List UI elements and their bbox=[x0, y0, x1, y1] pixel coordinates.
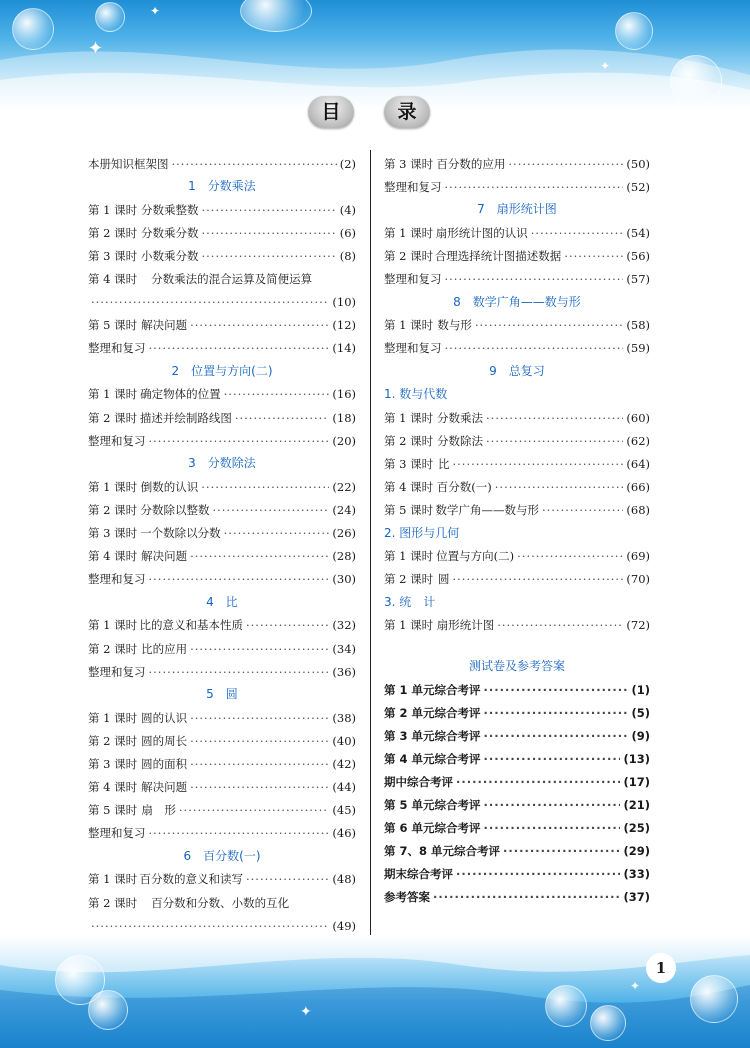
dot-leader bbox=[201, 249, 336, 263]
toc-entry-label: 参考答案 bbox=[384, 890, 430, 905]
toc-entry-label: 第 1 课时 bbox=[384, 410, 434, 425]
toc-entry-label: 第 3 课时 bbox=[88, 526, 138, 541]
toc-entry-label: 第 5 课时 bbox=[88, 318, 138, 333]
toc-entry[interactable] bbox=[384, 747, 650, 770]
toc-entry[interactable] bbox=[384, 840, 650, 863]
toc-entry[interactable] bbox=[88, 614, 356, 637]
toc-entry[interactable] bbox=[88, 868, 356, 891]
toc-entry-label: 第 2 课时 bbox=[384, 572, 434, 587]
toc-page-number: (26) bbox=[332, 526, 356, 541]
dot-leader bbox=[445, 272, 624, 286]
dot-leader bbox=[91, 919, 329, 933]
toc-entry[interactable] bbox=[88, 706, 356, 729]
page-number: 1 bbox=[646, 953, 676, 983]
dot-leader bbox=[445, 180, 624, 194]
toc-entry-label: 第 2 课时 bbox=[88, 502, 138, 517]
dot-leader bbox=[201, 226, 336, 240]
toc-entry-topic: 分数除以整数 bbox=[140, 502, 210, 517]
sparkle-icon: ✦ bbox=[600, 59, 611, 73]
dot-leader bbox=[484, 798, 621, 812]
toc-entry-label: 整理和复习 bbox=[88, 572, 146, 587]
bubble-decoration bbox=[615, 12, 653, 50]
toc-entry-label: 第 1 课时 bbox=[384, 318, 434, 333]
toc-entry[interactable] bbox=[88, 822, 356, 845]
section-heading: 3 分数除法 bbox=[188, 456, 256, 471]
toc-entry[interactable] bbox=[384, 452, 650, 475]
dot-leader bbox=[456, 867, 620, 881]
toc-entry-label: 第 7、8 单元综合考评 bbox=[384, 844, 501, 859]
toc-entry[interactable] bbox=[384, 794, 650, 817]
dot-leader bbox=[190, 711, 329, 725]
dot-leader bbox=[201, 203, 336, 217]
toc-entry-topic: 分数乘法 bbox=[437, 410, 484, 425]
toc-page-number: (59) bbox=[626, 341, 650, 356]
toc-entry[interactable] bbox=[384, 314, 650, 337]
dot-leader bbox=[452, 457, 623, 471]
toc-entry-label: 第 1 课时 bbox=[88, 872, 138, 887]
toc-entry-label: 第 3 课时 bbox=[88, 756, 138, 771]
toc-entry[interactable] bbox=[88, 914, 356, 937]
toc-entry-label: 第 1 课时 bbox=[88, 618, 138, 633]
toc-entry[interactable] bbox=[88, 522, 356, 545]
toc-entry-topic: 扇形统计图的认识 bbox=[435, 225, 528, 240]
dot-leader bbox=[149, 434, 330, 448]
toc-entry-label: 第 5 课时 bbox=[88, 803, 138, 818]
toc-entry-label: 第 2 课时 bbox=[384, 248, 434, 263]
dot-leader bbox=[246, 872, 329, 886]
toc-page-number: (8) bbox=[339, 248, 356, 263]
sparkle-icon: ✦ bbox=[88, 38, 104, 59]
toc-page-number: (72) bbox=[626, 618, 650, 633]
toc-entry-topic: 解决问题 bbox=[141, 318, 188, 333]
subsection-heading: 3. 统 计 bbox=[384, 594, 436, 609]
dot-leader bbox=[475, 318, 624, 332]
toc-entry-topic: 扇 形 bbox=[141, 803, 176, 818]
toc-entry[interactable] bbox=[88, 660, 356, 683]
toc-entry[interactable] bbox=[88, 221, 356, 244]
toc-entry[interactable] bbox=[384, 886, 650, 909]
toc-entry-topic: 百分数的应用 bbox=[436, 156, 506, 171]
toc-page-number: (33) bbox=[623, 867, 650, 882]
toc-entry-topic: 一个数除以分数 bbox=[140, 526, 221, 541]
dot-leader bbox=[486, 411, 623, 425]
toc-entry-label: 第 3 单元综合考评 bbox=[384, 728, 481, 743]
dot-leader bbox=[149, 341, 330, 355]
toc-entry-topic: 分数除法 bbox=[437, 433, 484, 448]
toc-page-number: (17) bbox=[623, 774, 650, 789]
dot-leader bbox=[172, 157, 337, 171]
toc-page-number: (6) bbox=[339, 225, 356, 240]
dot-leader bbox=[149, 826, 330, 840]
toc-entry-label: 整理和复习 bbox=[88, 826, 146, 841]
toc-entry-label: 第 2 课时 bbox=[88, 410, 138, 425]
dot-leader bbox=[190, 549, 329, 563]
toc-page-number: (20) bbox=[332, 433, 356, 448]
header-banner bbox=[0, 0, 750, 110]
toc-entry[interactable] bbox=[384, 244, 650, 267]
toc-entry-label: 第 2 课时 bbox=[88, 641, 138, 656]
toc-entry[interactable] bbox=[88, 545, 356, 568]
dot-leader bbox=[484, 706, 629, 720]
toc-entry-topic: 分数乘整数 bbox=[140, 202, 199, 217]
dot-leader bbox=[484, 729, 629, 743]
toc-page-number: (30) bbox=[332, 572, 356, 587]
toc-entry-label: 第 6 单元综合考评 bbox=[384, 821, 481, 836]
toc-entry-label: 第 4 课时 bbox=[88, 549, 138, 564]
dot-leader bbox=[503, 844, 620, 858]
toc-entry-label: 整理和复习 bbox=[88, 433, 146, 448]
toc-entry[interactable] bbox=[384, 175, 650, 198]
toc-entry-topic: 数学广角——数与形 bbox=[435, 502, 539, 517]
toc-entry-topic: 百分数的意义和读写 bbox=[139, 872, 243, 887]
toc-page-number: (44) bbox=[332, 780, 356, 795]
toc-entry[interactable] bbox=[88, 568, 356, 591]
toc-entry[interactable] bbox=[88, 244, 356, 267]
toc-page-number: (34) bbox=[332, 641, 356, 656]
toc-entry[interactable] bbox=[384, 429, 650, 452]
toc-page-number: (58) bbox=[626, 318, 650, 333]
subsection-heading: 1. 数与代数 bbox=[384, 386, 448, 401]
toc-entry[interactable] bbox=[88, 406, 356, 429]
toc-page-number: (29) bbox=[623, 844, 650, 859]
section-heading: 测试卷及参考答案 bbox=[468, 658, 565, 673]
toc-entry[interactable] bbox=[88, 291, 356, 314]
dot-leader bbox=[486, 434, 623, 448]
toc-entry-topic: 位置与方向(二) bbox=[436, 549, 515, 564]
toc-entry[interactable] bbox=[384, 724, 650, 747]
sparkle-icon: ✦ bbox=[300, 1004, 312, 1020]
sparkle-icon: ✦ bbox=[630, 979, 641, 993]
toc-entry-label: 第 4 课时 bbox=[88, 780, 138, 795]
dot-leader bbox=[201, 480, 329, 494]
toc-entry[interactable] bbox=[384, 498, 650, 521]
toc-page-number: (24) bbox=[332, 502, 356, 517]
bubble-decoration bbox=[545, 985, 587, 1027]
toc-entry-label: 第 3 课时 bbox=[384, 456, 434, 471]
toc-entry-topic: 解决问题 bbox=[141, 780, 188, 795]
toc-page-number: (22) bbox=[332, 479, 356, 494]
toc-entry-topic: 圆的周长 bbox=[141, 733, 188, 748]
title-char-1: 目 bbox=[308, 96, 354, 128]
toc-entry-label: 第 3 课时 bbox=[88, 248, 138, 263]
toc-page-number: (64) bbox=[626, 456, 650, 471]
toc-entry-label: 第 1 课时 bbox=[88, 202, 138, 217]
toc-entry[interactable] bbox=[384, 337, 650, 360]
toc-entry-label: 第 5 单元综合考评 bbox=[384, 798, 481, 813]
dot-leader bbox=[246, 618, 329, 632]
toc-entry-topic: 圆 bbox=[437, 572, 450, 587]
toc-entry-label: 第 1 课时 bbox=[88, 479, 138, 494]
toc-entry-label: 第 4 课时 bbox=[384, 479, 434, 494]
dot-leader bbox=[149, 572, 330, 586]
toc-page-number: (37) bbox=[623, 890, 650, 905]
dot-leader bbox=[190, 757, 329, 771]
toc-entry-topic: 圆的认识 bbox=[141, 710, 188, 725]
section-heading: 8 数学广角——数与形 bbox=[453, 294, 581, 309]
dot-leader bbox=[149, 665, 330, 679]
toc-entry-label: 第 1 课时 bbox=[384, 225, 434, 240]
dot-leader bbox=[190, 318, 329, 332]
toc-page-number: (16) bbox=[332, 387, 356, 402]
toc-entry-label: 第 1 单元综合考评 bbox=[384, 682, 481, 697]
toc-entry-topic: 合理选择统计图描述数据 bbox=[434, 248, 562, 263]
toc-page-number: (50) bbox=[626, 156, 650, 171]
toc-page-number: (42) bbox=[332, 756, 356, 771]
toc-page-number: (46) bbox=[332, 826, 356, 841]
dot-leader bbox=[531, 226, 624, 240]
toc-entry-topic: 圆的面积 bbox=[141, 756, 188, 771]
section-heading: 5 圆 bbox=[206, 687, 238, 702]
toc-page-number: (40) bbox=[332, 733, 356, 748]
section-heading: 7 扇形统计图 bbox=[477, 202, 557, 217]
bubble-decoration bbox=[95, 2, 125, 32]
toc-entry-topic: 确定物体的位置 bbox=[140, 387, 221, 402]
section-heading: 4 比 bbox=[206, 594, 238, 609]
sparkle-icon: ✦ bbox=[150, 4, 161, 18]
toc-entry[interactable] bbox=[88, 429, 356, 452]
dot-leader bbox=[190, 734, 329, 748]
toc-entry[interactable] bbox=[384, 770, 650, 793]
toc-entry[interactable] bbox=[88, 383, 356, 406]
toc-page-number: (12) bbox=[332, 318, 356, 333]
toc-entry-topic: 扇形统计图 bbox=[436, 618, 495, 633]
toc-page-number: (14) bbox=[332, 341, 356, 356]
toc-entry-label: 第 5 课时 bbox=[384, 502, 434, 517]
toc-entry-topic: 分数乘法的混合运算及简便运算 bbox=[151, 272, 313, 287]
toc-entry[interactable] bbox=[88, 729, 356, 752]
toc-entry[interactable] bbox=[384, 678, 650, 701]
bubble-decoration bbox=[590, 1005, 626, 1041]
toc-page-number: (36) bbox=[332, 664, 356, 679]
toc-page-number: (60) bbox=[626, 410, 650, 425]
toc-entry[interactable] bbox=[88, 498, 356, 521]
toc-page-number: (5) bbox=[631, 705, 650, 720]
toc-right-column bbox=[384, 152, 650, 909]
section-heading: 9 总复习 bbox=[489, 363, 545, 378]
toc-entry[interactable] bbox=[88, 337, 356, 360]
toc-entry[interactable] bbox=[88, 776, 356, 799]
toc-entry[interactable] bbox=[384, 545, 650, 568]
dot-leader bbox=[456, 775, 620, 789]
toc-page-number: (9) bbox=[631, 728, 650, 743]
toc-entry-label: 整理和复习 bbox=[384, 179, 442, 194]
toc-entry[interactable] bbox=[384, 701, 650, 724]
toc-page-number: (69) bbox=[626, 549, 650, 564]
toc-entry-label: 第 2 课时 bbox=[88, 225, 138, 240]
toc-entry-label: 第 4 课时 bbox=[88, 272, 138, 287]
toc-entry[interactable] bbox=[384, 817, 650, 840]
toc-page-number: (4) bbox=[339, 202, 356, 217]
dot-leader bbox=[190, 780, 329, 794]
dot-leader bbox=[190, 642, 329, 656]
toc-entry[interactable] bbox=[88, 799, 356, 822]
toc-page-number: (21) bbox=[623, 798, 650, 813]
dot-leader bbox=[484, 821, 621, 835]
dot-leader bbox=[212, 503, 329, 517]
toc-page-number: (10) bbox=[332, 295, 356, 310]
toc-entry-label: 整理和复习 bbox=[384, 272, 442, 287]
column-divider bbox=[370, 150, 371, 938]
toc-entry-label: 第 1 课时 bbox=[88, 387, 138, 402]
toc-entry-topic: 描述并绘制路线图 bbox=[139, 410, 232, 425]
toc-page-number: (13) bbox=[623, 751, 650, 766]
toc-entry[interactable] bbox=[88, 637, 356, 660]
dot-leader bbox=[433, 890, 620, 904]
dot-leader bbox=[484, 752, 621, 766]
dot-leader bbox=[484, 683, 629, 697]
toc-entry-label: 第 2 单元综合考评 bbox=[384, 705, 481, 720]
toc-page-number: (68) bbox=[626, 502, 650, 517]
page-title bbox=[0, 96, 750, 132]
toc-page-number: (2) bbox=[339, 156, 356, 171]
toc-page-number: (32) bbox=[332, 618, 356, 633]
toc-entry-label: 第 1 课时 bbox=[384, 618, 434, 633]
dot-leader bbox=[517, 549, 623, 563]
bubble-decoration bbox=[88, 990, 128, 1030]
toc-page-number: (18) bbox=[332, 410, 356, 425]
dot-leader bbox=[235, 411, 330, 425]
toc-page-number: (52) bbox=[626, 179, 650, 194]
toc-entry[interactable] bbox=[384, 152, 650, 175]
toc-entry-topic: 倒数的认识 bbox=[140, 479, 199, 494]
toc-entry[interactable] bbox=[88, 152, 356, 175]
toc-entry-label: 第 3 课时 bbox=[384, 156, 434, 171]
toc-page-number: (38) bbox=[332, 710, 356, 725]
toc-page-number: (28) bbox=[332, 549, 356, 564]
toc-entry-label: 第 2 课时 bbox=[88, 895, 138, 910]
toc-entry[interactable] bbox=[384, 475, 650, 498]
dot-leader bbox=[452, 572, 623, 586]
section-heading: 6 百分数(一) bbox=[183, 848, 261, 863]
toc-page-number: (25) bbox=[623, 821, 650, 836]
bubble-decoration bbox=[690, 975, 738, 1023]
toc-entry[interactable] bbox=[384, 267, 650, 290]
toc-entry-topic: 百分数和分数、小数的互化 bbox=[151, 895, 290, 910]
subsection-heading: 2. 图形与几何 bbox=[384, 525, 460, 540]
dot-leader bbox=[497, 618, 623, 632]
toc-page-number: (57) bbox=[626, 272, 650, 287]
bubble-decoration bbox=[12, 8, 54, 50]
dot-leader bbox=[224, 387, 330, 401]
toc-entry[interactable] bbox=[384, 568, 650, 591]
toc-left-column bbox=[88, 152, 356, 937]
toc-entry[interactable] bbox=[88, 891, 356, 914]
section-heading: 1 分数乘法 bbox=[188, 179, 256, 194]
toc-entry-topic: 比 bbox=[437, 456, 450, 471]
toc-entry-topic: 小数乘分数 bbox=[140, 248, 199, 263]
section-heading: 2 位置与方向(二) bbox=[171, 363, 273, 378]
toc-entry-label: 整理和复习 bbox=[88, 664, 146, 679]
toc-page-number: (45) bbox=[332, 803, 356, 818]
dot-leader bbox=[508, 157, 623, 171]
toc-entry[interactable] bbox=[384, 614, 650, 637]
toc-entry-label: 整理和复习 bbox=[88, 341, 146, 356]
toc-entry[interactable] bbox=[88, 752, 356, 775]
section-spacer bbox=[384, 637, 650, 655]
dot-leader bbox=[495, 480, 624, 494]
toc-entry-topic: 分数乘分数 bbox=[140, 225, 199, 240]
toc-page-number: (56) bbox=[626, 248, 650, 263]
toc-entry-topic: 百分数(一) bbox=[436, 479, 492, 494]
toc-entry[interactable] bbox=[384, 863, 650, 886]
toc-entry[interactable] bbox=[88, 198, 356, 221]
toc-entry-topic: 比的应用 bbox=[141, 641, 188, 656]
toc-entry-label: 期中综合考评 bbox=[384, 774, 453, 789]
dot-leader bbox=[224, 526, 330, 540]
toc-entry-label: 整理和复习 bbox=[384, 341, 442, 356]
toc-entry-topic: 解决问题 bbox=[141, 549, 188, 564]
toc-entry[interactable] bbox=[88, 475, 356, 498]
dot-leader bbox=[542, 503, 623, 517]
toc-page-number: (1) bbox=[631, 682, 650, 697]
toc-entry-label: 第 2 课时 bbox=[384, 433, 434, 448]
dot-leader bbox=[91, 295, 329, 309]
toc-page-number: (66) bbox=[626, 479, 650, 494]
toc-entry[interactable] bbox=[88, 267, 356, 290]
toc-entry[interactable] bbox=[88, 314, 356, 337]
dot-leader bbox=[445, 341, 624, 355]
toc-entry-label: 第 1 课时 bbox=[384, 549, 434, 564]
toc-entry-topic: 数与形 bbox=[437, 318, 472, 333]
toc-entry[interactable] bbox=[384, 221, 650, 244]
toc-entry-label: 本册知识框架图 bbox=[88, 156, 169, 171]
dot-leader bbox=[564, 249, 623, 263]
toc-page-number: (49) bbox=[332, 918, 356, 933]
toc-entry-topic: 比的意义和基本性质 bbox=[139, 618, 243, 633]
toc-entry-label: 期末综合考评 bbox=[384, 867, 453, 882]
toc-entry[interactable] bbox=[384, 406, 650, 429]
toc-page-number: (48) bbox=[332, 872, 356, 887]
title-char-2: 录 bbox=[384, 96, 430, 128]
toc-entry-label: 第 1 课时 bbox=[88, 710, 138, 725]
toc-page-number: (70) bbox=[626, 572, 650, 587]
toc-entry-label: 第 2 课时 bbox=[88, 733, 138, 748]
footer-banner bbox=[0, 935, 750, 1048]
toc-page-number: (54) bbox=[626, 225, 650, 240]
toc-entry-label: 第 4 单元综合考评 bbox=[384, 751, 481, 766]
toc-page-number: (62) bbox=[626, 433, 650, 448]
dot-leader bbox=[179, 803, 329, 817]
